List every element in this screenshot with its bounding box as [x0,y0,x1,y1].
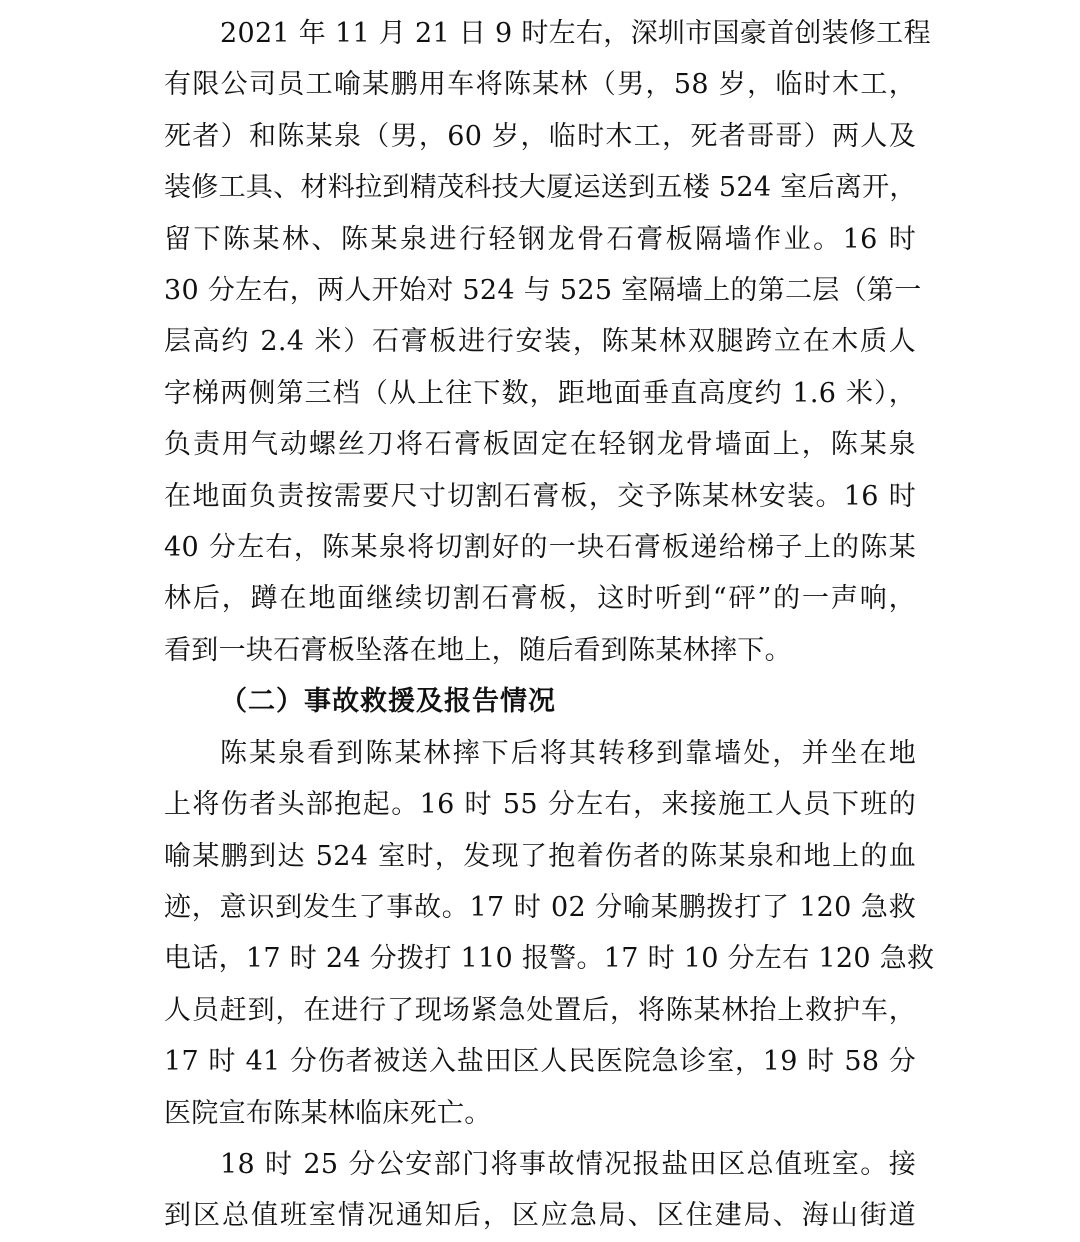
rescue-report-paragraph [164,728,935,1139]
text-line: 死者）和陈某泉（男，60 岁，临时木工，死者哥哥）两人及 [164,120,916,152]
text-line: 到区总值班室情况通知后，区应急局、区住建局、海山街道 [164,1200,916,1232]
text-line: 看到一块石膏板坠落在地上，随后看到陈某林摔下。 [164,634,792,666]
text-line: 30 分左右，两人开始对 524 与 525 室隔墙上的第二层（第一 [164,275,922,307]
text-line: 有限公司员工喻某鹏用车将陈某林（男，58 岁，临时木工， [164,69,916,101]
text-line: 林后，蹲在地面继续切割石膏板，这时听到“砰”的一声响， [164,583,916,615]
text-line: 17 时 41 分伤者被送入盐田区人民医院急诊室，19 时 58 分 [164,1046,916,1078]
text-line: 18 时 25 分公安部门将事故情况报盐田区总值班室。接 [220,1148,916,1180]
text-line: 上将伤者头部抱起。16 时 55 分左右，来接施工人员下班的 [164,789,916,821]
text-line: 喻某鹏到达 524 室时，发现了抱着伤者的陈某泉和地上的血 [164,840,916,872]
document-page [164,8,935,1242]
text-line: 医院宣布陈某林临床死亡。 [164,1097,492,1129]
text-line: 留下陈某林、陈某泉进行轻钢龙骨石膏板隔墙作业。16 时 [164,223,916,255]
text-line: 字梯两侧第三档（从上往下数，距地面垂直高度约 1.6 米）， [164,377,916,409]
text-line: 人员赶到，在进行了现场紧急处置后，将陈某林抬上救护车， [164,994,916,1026]
text-line: 2021 年 11 月 21 日 9 时左右，深圳市国豪首创装修工程 [220,18,931,49]
notification-paragraph [164,1139,916,1242]
accident-process-paragraph [164,8,931,676]
text-line: 层高约 2.4 米）石膏板进行安装，陈某林双腿跨立在木质人 [164,326,916,358]
text-line: 40 分左右，陈某泉将切割好的一块石膏板递给梯子上的陈某 [164,532,916,564]
text-line: 负责用气动螺丝刀将石膏板固定在轻钢龙骨墙面上，陈某泉 [164,429,916,461]
text-line: 电话，17 时 24 分拨打 110 报警。17 时 10 分左右 120 急救 [164,943,935,975]
text-line: 陈某泉看到陈某林摔下后将其转移到靠墙处，并坐在地 [220,737,916,769]
section-heading: （二）事故救援及报告情况 [220,686,556,718]
text-line: 在地面负责按需要尺寸切割石膏板，交予陈某林安装。16 时 [164,480,916,512]
text-line: 迹，意识到发生了事故。17 时 02 分喻某鹏拨打了 120 急救 [164,891,916,923]
text-line: 装修工具、材料拉到精茂科技大厦运送到五楼 524 室后离开， [164,172,917,204]
